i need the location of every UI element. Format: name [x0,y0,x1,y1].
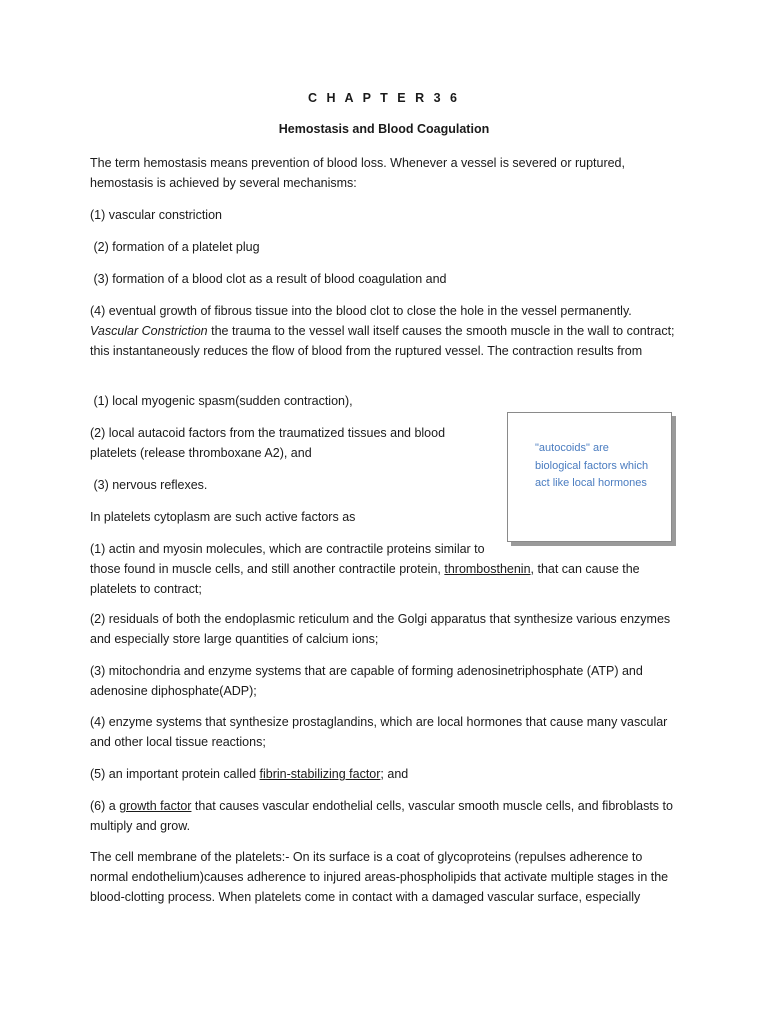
factor-6-end: that causes vascular endothelial cells, vascular smooth muscle cells, and fibroblasts to multiply and grow. [90,799,673,833]
vascular-constriction-paragraph [90,301,675,361]
mechanism-item: (1) vascular constriction [90,208,222,222]
factor-6-text: (6) a [90,799,120,813]
factor-4: (4) enzyme systems that synthesize prostaglandins, which are local hormones that cause many vascular and other local tissue reactions; [90,715,668,749]
factor-3: (3) mitochondria and enzyme systems that are capable of forming adenosinetriphosphate (ATP) and adenosine diphosphate(ADP); [90,664,643,698]
membrane-paragraph: The cell membrane of the platelets:- On its surface is a coat of glycoproteins (repulses adherence to normal endothelium)causes adherence to injured areas-phospholipids that activate multiple stages in the blood-clotting process. When platelets come in contact with a damaged vascular surface, especially [90,850,669,904]
platelets-intro: In platelets cytoplasm are such active factors as [90,510,356,524]
autocoids-callout-box [507,412,672,542]
fibrin-stabilizing-factor-link[interactable]: fibrin-stabilizing factor [259,767,381,781]
intro-paragraph: The term hemostasis means prevention of blood loss. Whenever a vessel is severed or ruptured, hemostasis is achieved by several mechanisms: [90,156,625,190]
chapter-heading: C H A P T E R 3 6 [308,91,460,105]
vc-text: the trauma to the vessel wall itself causes the smooth muscle in the wall to contract; this instantaneously reduces the flow of blood from the ruptured vessel. The contraction results from [90,324,675,358]
factor-5 [90,764,675,784]
page-title: Hemostasis and Blood Coagulation [278,122,490,136]
growth-factor-link[interactable]: growth factor [119,799,192,813]
mechanism-item: (3) formation of a blood clot as a result of blood coagulation and [90,272,447,286]
factor-5-end: ; and [380,767,409,781]
factor-6 [90,796,675,836]
thrombosthenin-link[interactable]: thrombosthenin [444,562,531,576]
result-item: (1) local myogenic spasm(sudden contraction), [90,394,353,408]
mechanism-item: (4) eventual growth of fibrous tissue into the blood clot to close the hole in the vessel permanently. [90,304,632,318]
result-item: (2) local autacoid factors from the traumatized tissues and blood platelets (release thromboxane A2), and [90,426,446,460]
callout-text: "autocoids" are biological factors which act like local hormones [535,442,649,489]
factor-1-text: those found in muscle cells, and still another contractile protein, [90,562,445,576]
mechanism-item: (2) formation of a platelet plug [90,240,260,254]
factor-1-end: , that can cause the platelets to contract; [90,562,640,596]
factor-2: (2) residuals of both the endoplasmic reticulum and the Golgi apparatus that synthesize various enzymes and especially store large quantities of calcium ions; [90,612,671,646]
factor-5-text: (5) an important protein called [90,767,260,781]
factor-1-first-line: (1) actin and myosin molecules, which are contractile proteins similar to [90,542,485,556]
result-item: (3) nervous reflexes. [90,478,208,492]
vc-heading: Vascular Constriction [90,324,208,338]
factor-1 [90,539,675,599]
